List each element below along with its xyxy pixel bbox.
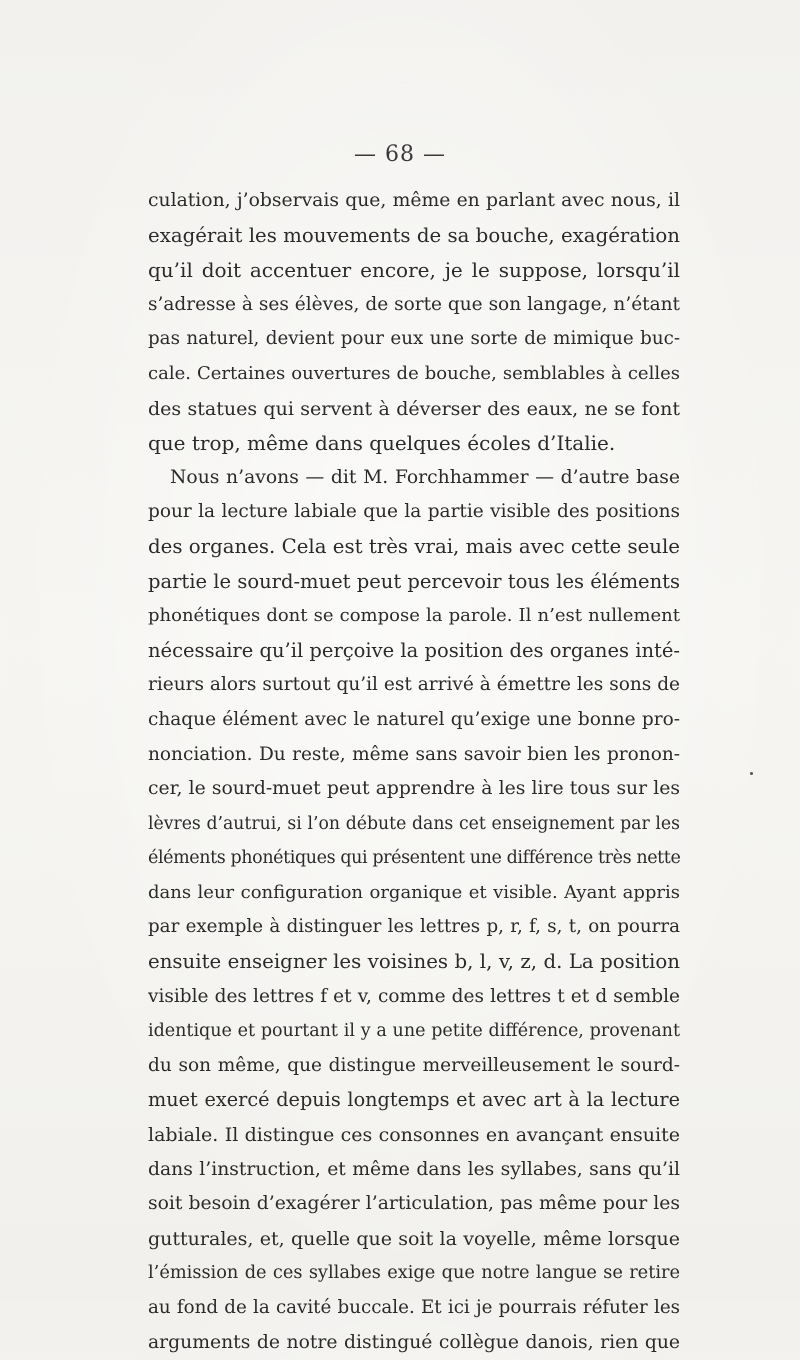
- text-line: partie le sourd-muet peut percevoir tous les éléments: [148, 569, 680, 593]
- text-line: lèvres d’autrui, si l’on débute dans cet enseignement par les: [148, 813, 680, 834]
- text-line: cer, le sourd-muet peut apprendre à les lire tous sur les: [148, 778, 680, 800]
- text-line: chaque élément avec le naturel qu’exige une bonne pro-: [148, 708, 680, 730]
- text-line: par exemple à distinguer les lettres p, r, f, s, t, on pourra: [148, 916, 680, 938]
- text-line: gutturales, et, quelle que soit la voyelle, même lorsque: [148, 1227, 680, 1250]
- text-line: nécessaire qu’il perçoive la position des organes inté-: [148, 638, 680, 662]
- text-line: dans l’instruction, et même dans les syllabes, sans qu’il: [148, 1158, 680, 1180]
- text-line: des statues qui servent à déverser des eaux, ne se font: [148, 397, 680, 420]
- text-line: labiale. Il distingue ces consonnes en avançant ensuite: [148, 1124, 680, 1147]
- text-line: au fond de la cavité buccale. Et ici je pourrais réfuter les: [148, 1297, 680, 1318]
- text-line: éléments phonétiques qui présentent une différence très nette: [148, 848, 680, 869]
- text-line: qu’il doit accentuer encore, je le suppose, lorsqu’il: [148, 258, 680, 283]
- text-line: l’émission de ces syllabes exige que notre langue se retire: [148, 1263, 680, 1284]
- text-line: phonétiques dont se compose la parole. Il n’est nullement: [148, 605, 680, 627]
- body-text: [148, 184, 680, 1360]
- text-line: cale. Certaines ouvertures de bouche, semblables à celles: [148, 362, 680, 384]
- text-line: s’adresse à ses élèves, de sorte que son langage, n’étant: [148, 293, 680, 315]
- text-line: muet exercé depuis longtemps et avec art à la lecture: [148, 1088, 680, 1112]
- text-line: rieurs alors surtout qu’il est arrivé à émettre les sons de: [148, 674, 680, 696]
- text-line: ensuite enseigner les voisines b, l, v, z, d. La position: [148, 950, 680, 974]
- text-line: culation, j’observais que, même en parlant avec nous, il: [148, 190, 680, 211]
- text-line: des organes. Cela est très vrai, mais avec cette seule: [148, 534, 680, 558]
- margin-mark: [750, 772, 753, 775]
- text-line: que trop, même dans quelques écoles d’Italie.: [148, 431, 616, 456]
- text-line: exagérait les mouvements de sa bouche, exagération: [148, 223, 680, 247]
- text-line: Nous n’avons — dit M. Forchhammer — d’autre base: [170, 466, 680, 488]
- text-line: nonciation. Du reste, même sans savoir bien les pronon-: [148, 743, 680, 765]
- text-line: du son même, que distingue merveilleusement le sourd-: [148, 1054, 680, 1076]
- text-line: visible des lettres f et v, comme des lettres t et d semble: [148, 985, 680, 1007]
- text-line: soit besoin d’exagérer l’articulation, pas même pour les: [148, 1193, 680, 1215]
- text-line: dans leur configuration organique et visible. Ayant appris: [148, 881, 680, 903]
- text-line: pour la lecture labiale que la partie visible des positions: [148, 501, 680, 523]
- text-line: identique et pourtant il y a une petite différence, provenant: [148, 1021, 680, 1042]
- text-line: pas naturel, devient pour eux une sorte de mimique buc-: [148, 328, 680, 350]
- page-number: — 68 —: [354, 142, 446, 167]
- text-line: arguments de notre distingué collègue danois, rien que: [148, 1331, 680, 1353]
